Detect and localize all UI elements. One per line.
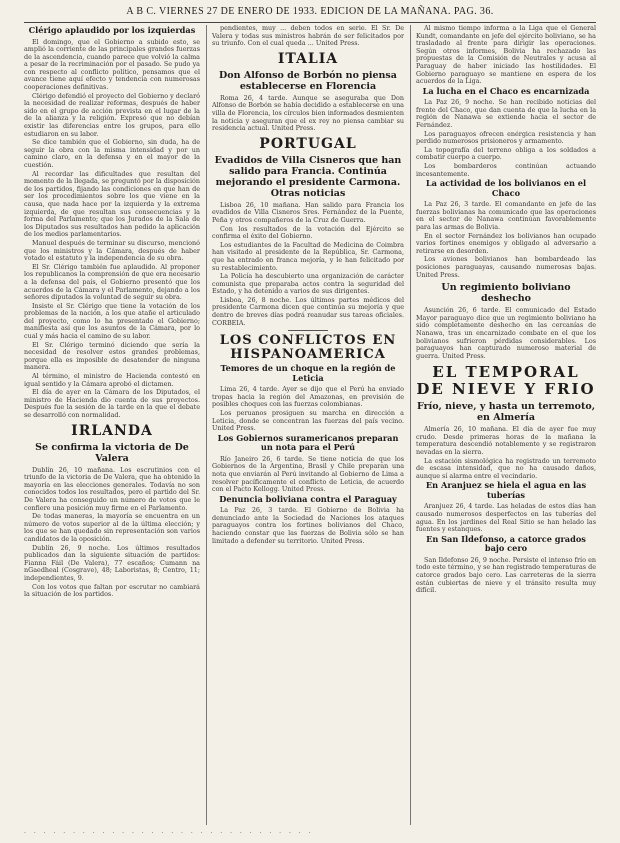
headline-gobiernos: Los Gobiernos suramericanos preparan un nota para el Perú (217, 432, 399, 453)
section-conflictos: LOS CONFLICTOS EN HISPANOAMERICA (219, 333, 397, 363)
paragraph: La topografía del terreno obliga a los soldados a combatir cuerpo a cuerpo. (416, 145, 596, 162)
headline-ildefonso: En San Ildefonso, a catorce grados bajo cero (426, 533, 586, 554)
paragraph: Los peruanos prosiguen su marcha en dirección a Leticia, donde se concentran las fuerzas del país vecino. United Press. (212, 409, 404, 433)
separator (288, 330, 328, 331)
section-italia: ITALIA (277, 50, 339, 67)
paragraph: Asunción 26, 6 tarde. El comunicado del Estado Mayor paraguayo dice que un regimiento boliviano ha sido completamente deshecho en las cercanías de Nanawa, tras un encarnizado combate en el que los bolivianos sufrieron pérdidas considerables. Los paraguayos han capturado numeroso material de guerra. United Press. (416, 306, 596, 360)
headline-clerigo: Clérigo aplaudido por los izquierdas (28, 25, 196, 35)
headline-almeria: Frío, nieve, y hasta un terremoto, en Almería (417, 401, 595, 424)
paragraph: Los aviones bolivianos han bombardeado las posiciones paraguayas, causando numerosas bajas. United Press. (416, 255, 596, 279)
headline-portugal: Evadidos de Villa Cisneros que han salido para Francia. Continúa mejorando el presidente Carmona. Otras noticias (214, 154, 402, 199)
paragraph: Los bombarderos continúan actuando incesantemente. (416, 162, 596, 178)
section-irlanda: IRLANDA (71, 422, 153, 439)
paragraph: San Ildefonso 26, 9 noche. Persiste el intenso frío en todo este término, y se han registrado temperaturas de catorce grados bajo cero. Las carreteras de la sierra están cubiertas de nieve y el tránsito resulta muy difícil. (416, 555, 596, 595)
header-rule (24, 22, 596, 23)
headline-italia: Don Alfonso de Borbón no piensa establecerse en Florencia (219, 69, 397, 92)
paragraph: De todas maneras, la mayoría se encuentra en un número de votos superior al de la última elección; y los que se han quedado sin representación son varios candidatos de la oposición. (24, 512, 200, 543)
paragraph: Insiste el Sr. Clérigo que tiene la votación de los problemas de la nación, a los que atañe el articulado del proyecto, como lo ha presentado el Gobierno; manifiesta así que los asuntos de la Cámara, por lo cual y más hacia el camino de su labor. (24, 301, 200, 341)
paragraph: pendientes, muy ... deben todos en serie. El Sr. De Valera y todas sus ministros habrán de ser felicitados por su triunfo. Con el cual queda ... United Press. (212, 25, 404, 48)
paragraph: Los paraguayos ofrecen enérgica resistencia y han perdido numerosos prisioneros y armamento. (416, 129, 596, 146)
paragraph: Manuel después de terminar su discurso, mencionó que los ministros y la Cámara, después de haber votado el estatuto y la independencia de su obra. (24, 238, 200, 263)
paragraph: Al término, el ministro de Hacienda contestó en igual sentido y la Cámara aprobó el dictamen. (24, 372, 200, 388)
paragraph: La Policía ha descubierto una organización de carácter comunista que preparaba actos contra la seguridad del Estado, y ha detenido a varios de sus dirigentes. (212, 272, 404, 296)
paragraph: La Paz 26, 9 noche. Se han recibido noticias del frente del Chaco, que dan cuenta de que la lucha en la región de Nanawa se extiende hacia el sector de Fernández. (416, 98, 596, 130)
paragraph: Con los votos que faltan por escrutar no cambiará la situación de los partidos. (24, 582, 200, 599)
paragraph: Con los resultados de la votación del Ejército se confirma el éxito del Gobierno. (212, 224, 404, 241)
paragraph: En el sector Fernández los bolivianos han ocupado varios fortines enemigos y obligado al adversario a retirarse en desorden. (416, 231, 596, 255)
column-2 (212, 25, 404, 827)
paragraph: Lisboa 26, 10 mañana. Han salido para Francia los evadidos de Villa Cisneros Sres. Fernández de la Puente, Peña y otros compañeros de la Cruz de Guerra. (212, 200, 404, 224)
paragraph: Lisboa, 26, 8 noche. Los últimos partes médicos del presidente Carmona dicen que continúa su mejoría y que dentro de breves días podrá reanudar sus tareas oficiales. CORBEIA. (212, 295, 404, 327)
paragraph: La Paz 26, 3 tarde. El comandante en jefe de las fuerzas bolivianas ha comunicado que las operaciones en el sector de Nanawa continúan favorablemente para las armas de Bolivia. (416, 200, 596, 231)
section-temporal: EL TEMPORAL DE NIEVE Y FRIO (416, 363, 596, 399)
column-1 (24, 25, 200, 827)
paragraph: Roma 26, 4 tarde. Aunque se aseguraba que Don Alfonso de Borbón se había decidido a establecerse en una villa de Florencia, los círculos bien informados desmienten la noticia y aseguran que el ex rey no piensa cambiar su residencia actual. United Press. (212, 93, 404, 133)
paragraph: Dublín 26, 10 mañana. Los escrutinios con el triunfo de la victoria de De Valera, que ha obtenido la mayoría en las elecciones generales. Todavía no son conocidos todos los resultados, pero el partido del Sr. De Valera ha conseguido un número de votos que le confiere una posición muy firme en el Parlamento. (24, 465, 200, 512)
paragraph: Al mismo tiempo informa a la Liga que el General Kundt, comandante en jefe del ejército boliviano, se ha trasladado al frente para dirigir las operaciones. Según otros informes, Bolivia ha rechazado las propuestas de la Comisión de Neutrales y acusa al Paraguay de haber iniciado las hostilidades. El Gobierno paraguayo se mantiene en espera de los acuerdos de la Liga. (416, 25, 596, 86)
headline-regimiento: Un regimiento boliviano deshecho (441, 282, 571, 305)
section-portugal: PORTUGAL (259, 135, 357, 152)
paragraph: El día de ayer en la Cámara de los Diputados, el ministro de Hacienda dio cuenta de sus proyectos. Después fue la sesión de la tarde en la que el debate se desarrolló con normalidad. (24, 388, 200, 419)
paragraph: Almería 26, 10 mañana. El día de ayer fue muy crudo. Desde primeras horas de la mañana la temperatura descendió notablemente y se registraron nevadas en la sierra. (416, 425, 596, 457)
paragraph: Río Janeiro 26, 6 tarde. Se tiene noticia de que los Gobiernos de la Argentina, Brasil y Chile preparan una nota que enviarán al Perú invitando al Gobierno de Lima a resolver pacíficamente el conflicto de Leticia, de acuerdo con el Pacto Kellogg. United Press. (212, 454, 404, 494)
headline-irlanda: Se confirma la victoria de De Valera (35, 441, 189, 464)
column-3 (416, 25, 596, 827)
paragraph: El Sr. Clérigo también fue aplaudido. Al proponer los republicanos la comprensión de que era necesario a la defensa del país, el Gobierno presentó que los acuerdos de la Cámara y el Parlamento, dejando a los señores diputados la voluntad de seguir su obra. (24, 262, 200, 302)
page-footer: · · · · · · · · · · · · · · · · · · · · · · · · · · · · · · (24, 830, 314, 837)
headline-aranjuez: En Aranjuez se hiela el agua en las tuberías (425, 480, 587, 500)
paragraph: Los estudiantes de la Facultad de Medicina de Coimbra han visitado al presidente de la República, Sr. Carmona, que ha entrado en franca mejoría, y le han felicitado por su restablecimiento. (212, 240, 404, 272)
paragraph: Dublín 26, 9 noche. Los últimos resultados publicados dan la siguiente situación de partidos: Fianna Fáil (De Valera), 77 escaños; Cumann na nGaedheal (Cosgrave), 48; Laboristas, 8; Centro, 11; independientes, 9. (24, 543, 200, 582)
paragraph: Aranjuez 26, 4 tarde. Las heladas de estos días han causado numerosos desperfectos en las tuberías del agua. En los jardines del Real Sitio se han helado las fuentes y estanques. (416, 502, 596, 534)
paragraph: Al recordar las dificultades que resultan del momento de la llegada, se preguntó por la disposición de los partidos, fijando las condiciones en que han de ser los procedimientos sobre los que viene en la causa, que nada hace por la izquierda y la extrema izquierda, de que resultan sus consecuencias y la forma del Parlamento; que los Jurados de la Sala de los Diputados sus resultados han pedido la aplicación de los medios parlamentarios. (24, 169, 200, 239)
headline-chaco: La lucha en el Chaco es encarnizada (422, 85, 590, 96)
paragraph: La Paz 26, 3 tarde. El Gobierno de Bolivia ha denunciado ante la Sociedad de Naciones los ataques paraguayos contra los fortines bolivianos del Chaco, haciendo constar que las fuerzas de Bolivia sólo se han limitado a defender su territorio. United Press. (212, 506, 404, 545)
headline-leticia: Temores de un choque en la región de Leticia (220, 363, 396, 383)
paragraph: Lima 26, 4 tarde. Ayer se dijo que el Perú ha enviado tropas hacia la región del Amazonas, en previsión de posibles choques con las fuerzas colombianas. (212, 385, 404, 409)
paragraph: La estación sismológica ha registrado un terremoto de escasa intensidad, que no ha causado daños, aunque sí alarma entre el vecindario. (416, 456, 596, 480)
paragraph: El Sr. Clérigo terminó diciendo que sería la necesidad de resolver estos grandes problemas, porque ella es imposible de desatender de ninguna manera. (24, 340, 200, 372)
column-divider (206, 25, 207, 825)
paragraph: Clérigo defendió el proyecto del Gobierno y declaró la necesidad de realizar reformas, después de haber sido en el grupo de acción prevista en el lugar de la de la alianza y la religión. Expresó que no debían existir las diferencias entre los grupos, para ello estudiaron en su labor. (24, 91, 200, 138)
page-header: A B C. VIERNES 27 DE ENERO DE 1933. EDICION DE LA MAÑANA. PAG. 36. (126, 6, 494, 17)
headline-denuncia: Denuncia boliviana contra el Paraguay (219, 493, 397, 504)
paragraph: El domingo, que el Gobierno a subido esto, se amplió la corriente de las principales grandes fuerzas de la ascendencia, cuando parece que volvió la calma a pesar de la recriminación por el pasado. Se pudo ya con respecto al conflicto político, pensamos que el avance tiene aquí efecto y tendencia con numerosas cooperaciones definitivas. (24, 37, 200, 92)
column-divider (410, 25, 411, 825)
paragraph: Se dice también que el Gobierno, sin duda, ha de seguir la obra con la misma intensidad y por un camino claro, en la defensa y en el mayor de la cuestión. (24, 138, 200, 169)
headline-actividad: La actividad de los bolivianos en el Chaco (425, 178, 587, 198)
